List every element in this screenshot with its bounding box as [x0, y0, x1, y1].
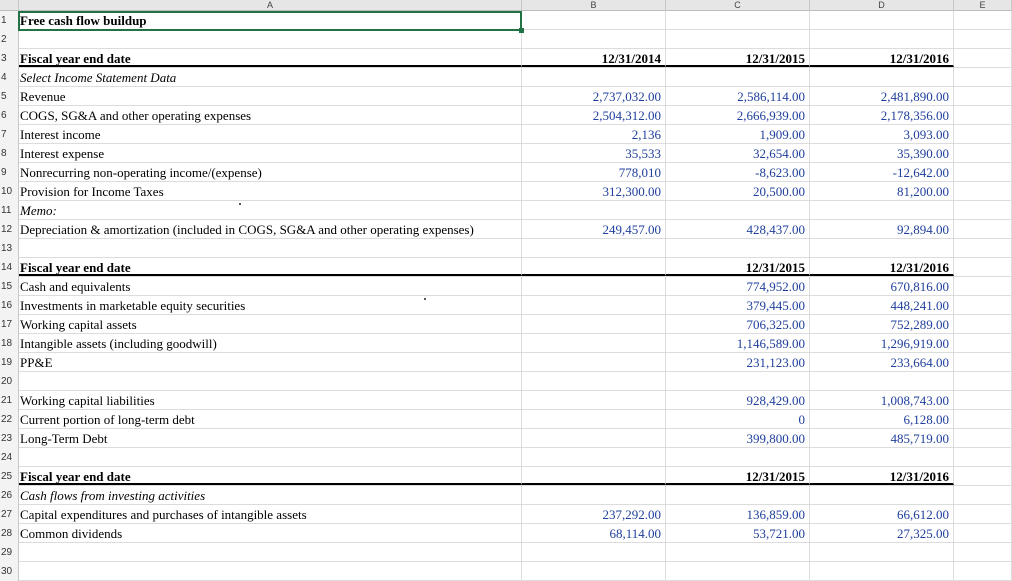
cell-d[interactable]: 12/31/2016 — [810, 258, 954, 276]
cell-c[interactable]: 20,500.00 — [666, 182, 810, 200]
column-header-e[interactable]: E — [954, 0, 1012, 11]
sheet-row — [0, 106, 1012, 125]
cell-b[interactable] — [522, 448, 666, 466]
cell-c[interactable]: 1,909.00 — [666, 125, 810, 143]
cell-c[interactable]: 2,666,939.00 — [666, 106, 810, 124]
row-header[interactable]: 23 — [0, 429, 19, 448]
cell-d[interactable] — [810, 562, 954, 580]
cell-b[interactable] — [522, 353, 666, 371]
cell-a[interactable]: Long-Term Debt — [19, 429, 522, 447]
sheet-row — [0, 353, 1012, 372]
cell-d[interactable] — [810, 239, 954, 257]
sheet-row — [0, 182, 1012, 201]
cell-b[interactable] — [522, 68, 666, 86]
cell-e[interactable] — [954, 391, 1012, 409]
row-header[interactable]: 8 — [0, 144, 19, 163]
cell-a[interactable] — [19, 562, 522, 580]
cell-c[interactable] — [666, 201, 810, 219]
cell-e[interactable] — [954, 296, 1012, 314]
row-header[interactable]: 14 — [0, 258, 19, 277]
stray-mark — [424, 298, 426, 300]
cell-d[interactable]: 448,241.00 — [810, 296, 954, 314]
cell-d[interactable]: 35,390.00 — [810, 144, 954, 162]
row-header[interactable]: 16 — [0, 296, 19, 315]
cell-b[interactable] — [522, 296, 666, 314]
cell-e[interactable] — [954, 543, 1012, 561]
cell-e[interactable] — [954, 505, 1012, 523]
cell-b[interactable] — [522, 562, 666, 580]
cell-c[interactable]: 774,952.00 — [666, 277, 810, 295]
cell-e[interactable] — [954, 524, 1012, 542]
cell-a[interactable]: Provision for Income Taxes — [19, 182, 522, 200]
cell-d[interactable]: 66,612.00 — [810, 505, 954, 523]
cell-d[interactable]: 233,664.00 — [810, 353, 954, 371]
row-header[interactable]: 9 — [0, 163, 19, 182]
cell-c[interactable]: 706,325.00 — [666, 315, 810, 333]
sheet-row — [0, 220, 1012, 239]
cell-b[interactable]: 2,504,312.00 — [522, 106, 666, 124]
cell-d[interactable] — [810, 543, 954, 561]
cell-a[interactable]: Fiscal year end date — [19, 467, 522, 485]
cell-b[interactable] — [522, 543, 666, 561]
cell-e[interactable] — [954, 201, 1012, 219]
cell-a[interactable] — [19, 372, 522, 390]
cell-a[interactable]: Cash flows from investing activities — [19, 486, 522, 504]
cell-d[interactable]: 485,719.00 — [810, 429, 954, 447]
cell-c[interactable] — [666, 372, 810, 390]
cell-b[interactable] — [522, 429, 666, 447]
cell-c[interactable]: 32,654.00 — [666, 144, 810, 162]
cell-a[interactable]: Fiscal year end date — [19, 49, 522, 67]
cell-b[interactable]: 35,533 — [522, 144, 666, 162]
cell-c[interactable]: 379,445.00 — [666, 296, 810, 314]
cell-a[interactable]: Capital expenditures and purchases of intangible assets — [19, 505, 522, 523]
cell-a[interactable]: Nonrecurring non-operating income/(expense) — [19, 163, 522, 181]
cell-a[interactable]: Investments in marketable equity securities — [19, 296, 522, 314]
cell-b[interactable] — [522, 315, 666, 333]
cell-c[interactable]: 399,800.00 — [666, 429, 810, 447]
row-header[interactable]: 15 — [0, 277, 19, 296]
cell-c[interactable] — [666, 239, 810, 257]
cell-b[interactable] — [522, 467, 666, 485]
row-header[interactable]: 20 — [0, 372, 19, 391]
cell-a[interactable]: Current portion of long-term debt — [19, 410, 522, 428]
cell-c[interactable]: 2,586,114.00 — [666, 87, 810, 105]
row-header[interactable]: 3 — [0, 49, 19, 68]
cell-c[interactable] — [666, 11, 810, 29]
cell-d[interactable]: 1,008,743.00 — [810, 391, 954, 409]
row-header[interactable]: 7 — [0, 125, 19, 144]
cell-c[interactable] — [666, 543, 810, 561]
cell-b[interactable] — [522, 258, 666, 276]
cell-d[interactable] — [810, 486, 954, 504]
sheet-row — [0, 334, 1012, 353]
cell-b[interactable] — [522, 410, 666, 428]
cell-a[interactable]: Common dividends — [19, 524, 522, 542]
row-header[interactable]: 5 — [0, 87, 19, 106]
cell-a[interactable] — [19, 543, 522, 561]
cell-b[interactable]: 778,010 — [522, 163, 666, 181]
row-header[interactable]: 4 — [0, 68, 19, 87]
sheet-row — [0, 486, 1012, 505]
sheet-row — [0, 429, 1012, 448]
cell-e[interactable] — [954, 87, 1012, 105]
row-header[interactable]: 12 — [0, 220, 19, 239]
cell-c[interactable]: 928,429.00 — [666, 391, 810, 409]
cell-a[interactable]: Fiscal year end date — [19, 258, 522, 276]
cell-c[interactable]: 53,721.00 — [666, 524, 810, 542]
cell-e[interactable] — [954, 11, 1012, 29]
cell-b[interactable]: 237,292.00 — [522, 505, 666, 523]
cell-e[interactable] — [954, 277, 1012, 295]
row-header[interactable]: 13 — [0, 239, 19, 258]
cell-a[interactable]: Memo: — [19, 201, 522, 219]
cell-b[interactable] — [522, 11, 666, 29]
cell-d[interactable]: 670,816.00 — [810, 277, 954, 295]
sheet-row — [0, 296, 1012, 315]
sheet-row — [0, 524, 1012, 543]
cell-e[interactable] — [954, 467, 1012, 485]
cell-b[interactable]: 249,457.00 — [522, 220, 666, 238]
sheet-row — [0, 87, 1012, 106]
cell-d[interactable]: 27,325.00 — [810, 524, 954, 542]
cell-e[interactable] — [954, 353, 1012, 371]
cell-e[interactable] — [954, 239, 1012, 257]
column-header-c[interactable]: C — [666, 0, 810, 11]
cell-d[interactable]: 12/31/2016 — [810, 467, 954, 485]
cell-a[interactable] — [19, 448, 522, 466]
cell-e[interactable] — [954, 562, 1012, 580]
cell-e[interactable] — [954, 125, 1012, 143]
cell-e[interactable] — [954, 334, 1012, 352]
cell-d[interactable] — [810, 68, 954, 86]
cell-e[interactable] — [954, 106, 1012, 124]
sheet-row — [0, 49, 1012, 68]
cell-d[interactable]: 752,289.00 — [810, 315, 954, 333]
cell-e[interactable] — [954, 315, 1012, 333]
row-header[interactable]: 19 — [0, 353, 19, 372]
row-header[interactable]: 18 — [0, 334, 19, 353]
cell-e[interactable] — [954, 68, 1012, 86]
cell-e[interactable] — [954, 163, 1012, 181]
sheet-row — [0, 543, 1012, 562]
cell-c[interactable]: 136,859.00 — [666, 505, 810, 523]
cell-d[interactable] — [810, 448, 954, 466]
cell-c[interactable]: -8,623.00 — [666, 163, 810, 181]
cell-d[interactable]: 6,128.00 — [810, 410, 954, 428]
row-header[interactable]: 26 — [0, 486, 19, 505]
cell-b[interactable] — [522, 30, 666, 48]
cell-a[interactable]: Select Income Statement Data — [19, 68, 522, 86]
cell-c[interactable]: 428,437.00 — [666, 220, 810, 238]
row-header[interactable]: 29 — [0, 543, 19, 562]
row-header[interactable]: 30 — [0, 562, 19, 581]
cell-b[interactable] — [522, 486, 666, 504]
cell-b[interactable] — [522, 334, 666, 352]
row-header[interactable]: 10 — [0, 182, 19, 201]
sheet-row — [0, 448, 1012, 467]
cell-e[interactable] — [954, 448, 1012, 466]
cell-c[interactable]: 12/31/2015 — [666, 258, 810, 276]
cell-c[interactable] — [666, 562, 810, 580]
column-header-d[interactable]: D — [810, 0, 954, 11]
cell-d[interactable]: 2,178,356.00 — [810, 106, 954, 124]
cell-e[interactable] — [954, 49, 1012, 67]
cell-d[interactable] — [810, 11, 954, 29]
row-header[interactable]: 21 — [0, 391, 19, 410]
cell-a[interactable]: COGS, SG&A and other operating expenses — [19, 106, 522, 124]
cell-d[interactable]: 92,894.00 — [810, 220, 954, 238]
cell-d[interactable] — [810, 201, 954, 219]
cell-e[interactable] — [954, 410, 1012, 428]
cell-a[interactable]: Working capital assets — [19, 315, 522, 333]
cell-d[interactable] — [810, 372, 954, 390]
cell-e[interactable] — [954, 486, 1012, 504]
sheet-row — [0, 391, 1012, 410]
cell-a[interactable]: Free cash flow buildup — [19, 11, 522, 29]
cell-b[interactable] — [522, 201, 666, 219]
cell-b[interactable]: 2,136 — [522, 125, 666, 143]
row-header[interactable]: 28 — [0, 524, 19, 543]
column-header-a[interactable]: A — [19, 0, 522, 11]
cell-d[interactable]: 81,200.00 — [810, 182, 954, 200]
cell-a[interactable] — [19, 30, 522, 48]
cell-a[interactable]: PP&E — [19, 353, 522, 371]
sheet-row — [0, 125, 1012, 144]
column-header-b[interactable]: B — [522, 0, 666, 11]
cell-c[interactable] — [666, 68, 810, 86]
sheet-row — [0, 30, 1012, 49]
cell-e[interactable] — [954, 30, 1012, 48]
sheet-row — [0, 163, 1012, 182]
cell-a[interactable]: Working capital liabilities — [19, 391, 522, 409]
stray-mark — [239, 203, 241, 205]
cell-a[interactable]: Cash and equivalents — [19, 277, 522, 295]
row-header[interactable]: 2 — [0, 30, 19, 49]
cell-a[interactable]: Interest income — [19, 125, 522, 143]
cell-b[interactable]: 2,737,032.00 — [522, 87, 666, 105]
row-header[interactable]: 17 — [0, 315, 19, 334]
sheet-row — [0, 258, 1012, 277]
sheet-row — [0, 315, 1012, 334]
cell-c[interactable] — [666, 448, 810, 466]
sheet-row — [0, 277, 1012, 296]
cell-a[interactable]: Revenue — [19, 87, 522, 105]
cell-a[interactable]: Intangible assets (including goodwill) — [19, 334, 522, 352]
cell-c[interactable]: 1,146,589.00 — [666, 334, 810, 352]
cell-c[interactable]: 0 — [666, 410, 810, 428]
cell-d[interactable] — [810, 30, 954, 48]
cell-b[interactable] — [522, 372, 666, 390]
cell-b[interactable]: 68,114.00 — [522, 524, 666, 542]
sheet-row — [0, 410, 1012, 429]
sheet-row — [0, 144, 1012, 163]
cell-b[interactable] — [522, 239, 666, 257]
cell-e[interactable] — [954, 372, 1012, 390]
row-header[interactable]: 1 — [0, 11, 19, 30]
row-header[interactable]: 6 — [0, 106, 19, 125]
sheet-row — [0, 201, 1012, 220]
sheet-row — [0, 372, 1012, 391]
sheet-row — [0, 562, 1012, 581]
cell-b[interactable]: 12/31/2014 — [522, 49, 666, 67]
cell-e[interactable] — [954, 429, 1012, 447]
select-all-corner[interactable] — [0, 0, 19, 11]
row-header[interactable]: 22 — [0, 410, 19, 429]
cell-b[interactable]: 312,300.00 — [522, 182, 666, 200]
cell-a[interactable]: Interest expense — [19, 144, 522, 162]
sheet-row — [0, 68, 1012, 87]
row-header[interactable]: 27 — [0, 505, 19, 524]
cell-c[interactable]: 12/31/2015 — [666, 467, 810, 485]
cell-c[interactable] — [666, 30, 810, 48]
cell-d[interactable]: 3,093.00 — [810, 125, 954, 143]
cell-c[interactable]: 12/31/2015 — [666, 49, 810, 67]
sheet-row — [0, 11, 1012, 30]
row-header[interactable]: 25 — [0, 467, 19, 486]
row-header[interactable]: 11 — [0, 201, 19, 220]
cell-b[interactable] — [522, 277, 666, 295]
cell-e[interactable] — [954, 220, 1012, 238]
cell-d[interactable]: 12/31/2016 — [810, 49, 954, 67]
cell-d[interactable]: 1,296,919.00 — [810, 334, 954, 352]
cell-e[interactable] — [954, 144, 1012, 162]
sheet-row — [0, 467, 1012, 486]
cell-e[interactable] — [954, 258, 1012, 276]
sheet-row — [0, 239, 1012, 258]
cell-b[interactable] — [522, 391, 666, 409]
cell-e[interactable] — [954, 182, 1012, 200]
row-header[interactable]: 24 — [0, 448, 19, 467]
cell-c[interactable] — [666, 486, 810, 504]
cell-c[interactable]: 231,123.00 — [666, 353, 810, 371]
cell-a[interactable]: Depreciation & amortization (included in COGS, SG&A and other operating expenses) — [19, 220, 522, 238]
cell-d[interactable]: -12,642.00 — [810, 163, 954, 181]
cell-d[interactable]: 2,481,890.00 — [810, 87, 954, 105]
sheet-row — [0, 505, 1012, 524]
cell-a[interactable] — [19, 239, 522, 257]
